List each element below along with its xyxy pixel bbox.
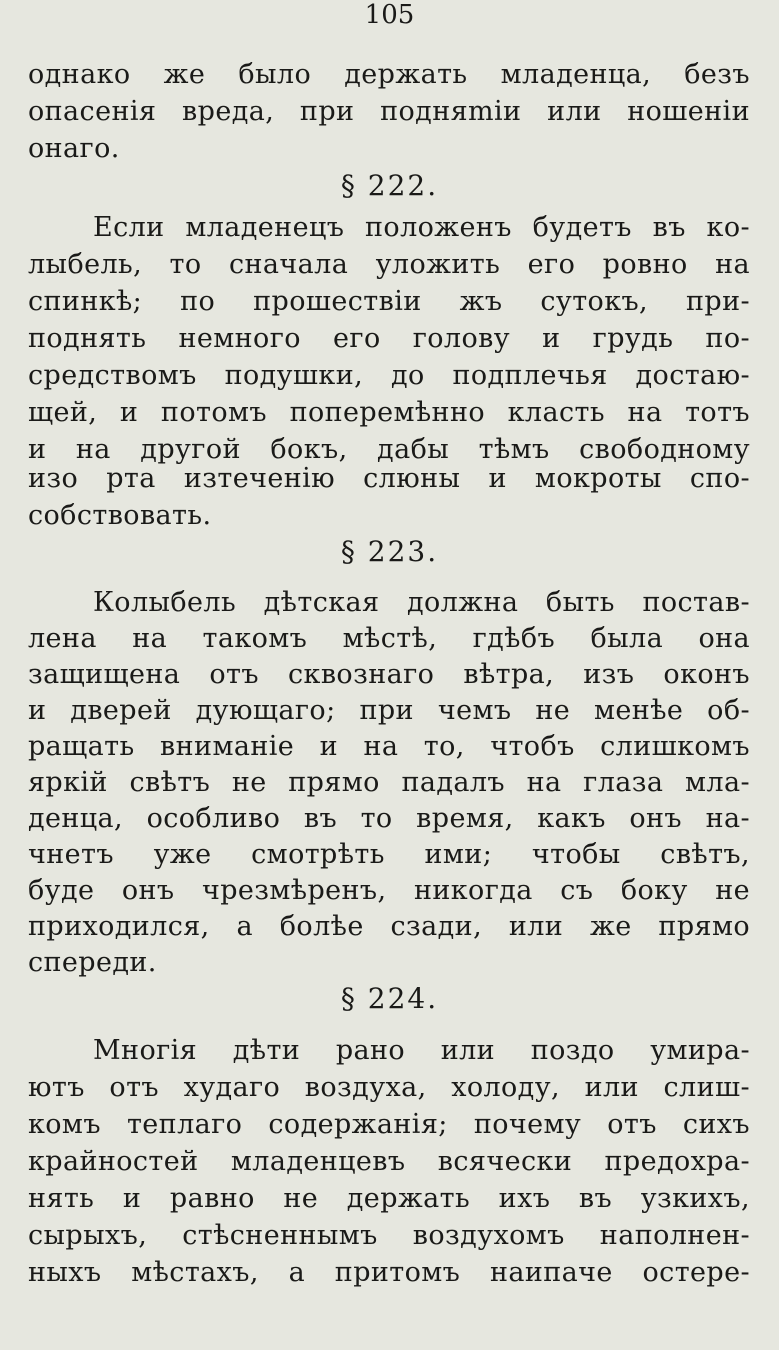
text-line: поднять немного его голову и грудь по- xyxy=(28,323,750,354)
text-line: опасенія вреда, при подняmіи или ношеніи xyxy=(28,96,750,127)
text-line: собствовать. xyxy=(28,500,212,531)
text-line: денца, особливо въ то время, какъ онъ на- xyxy=(28,803,750,834)
text-line: спереди. xyxy=(28,947,157,978)
text-line: и дверей дующаго; при чемъ не менѣе об- xyxy=(28,695,750,726)
section-heading: § 223. xyxy=(340,535,439,568)
section-heading: § 222. xyxy=(340,169,439,202)
text-line: приходился, а болѣе сзади, или же прямо xyxy=(28,911,750,942)
text-line: буде онъ чрезмѣренъ, никогда съ боку не xyxy=(28,875,750,906)
text-line: и на другой бокъ, дабы тѣмъ свободному xyxy=(28,434,750,465)
text-line: средствомъ подушки, до подплечья достаю- xyxy=(28,360,750,391)
text-line: онаго. xyxy=(28,133,120,164)
text-line: лыбель, то сначала уложить его ровно на xyxy=(28,249,750,280)
text-line: защищена отъ сквознаго вѣтра, изъ оконъ xyxy=(28,659,750,690)
text-line: Колыбель дѣтская должна быть постав- xyxy=(93,587,750,618)
text-line: чнетъ уже смотрѣть ими; чтобы свѣтъ, xyxy=(28,839,750,870)
text-line: Если младенецъ положенъ будетъ въ ко- xyxy=(93,212,750,243)
text-line: крайностей младенцевъ всячески предохра- xyxy=(28,1146,750,1177)
text-line: сырыхъ, стѣсненнымъ воздухомъ наполнен- xyxy=(28,1220,750,1251)
text-line: однако же было держать младенца, безъ xyxy=(28,59,750,90)
text-line: лена на такомъ мѣстѣ, гдѣбъ была она xyxy=(28,623,750,654)
text-line: нять и равно не держать ихъ въ узкихъ, xyxy=(28,1183,750,1214)
text-line: изо рта изтеченію слюны и мокроты спо- xyxy=(28,463,750,494)
text-line: комъ теплаго содержанія; почему отъ сихъ xyxy=(28,1109,750,1140)
text-line: Многія дѣти рано или поздо умира- xyxy=(93,1035,750,1066)
text-line: ютъ отъ худаго воздуха, холоду, или слиш- xyxy=(28,1072,750,1103)
section-heading: § 224. xyxy=(340,982,439,1015)
text-line: яркій свѣтъ не прямо падалъ на глаза мла- xyxy=(28,767,750,798)
text-line: спинкѣ; по прошествіи жъ сутокъ, при- xyxy=(28,286,750,317)
page-number: 105 xyxy=(364,0,415,30)
text-line: ныхъ мѣстахъ, а притомъ наипаче остере- xyxy=(28,1257,750,1288)
text-line: щей, и потомъ поперемѣнно класть на тотъ xyxy=(28,397,750,428)
text-line: ращать вниманіе и на то, чтобъ слишкомъ xyxy=(28,731,750,762)
